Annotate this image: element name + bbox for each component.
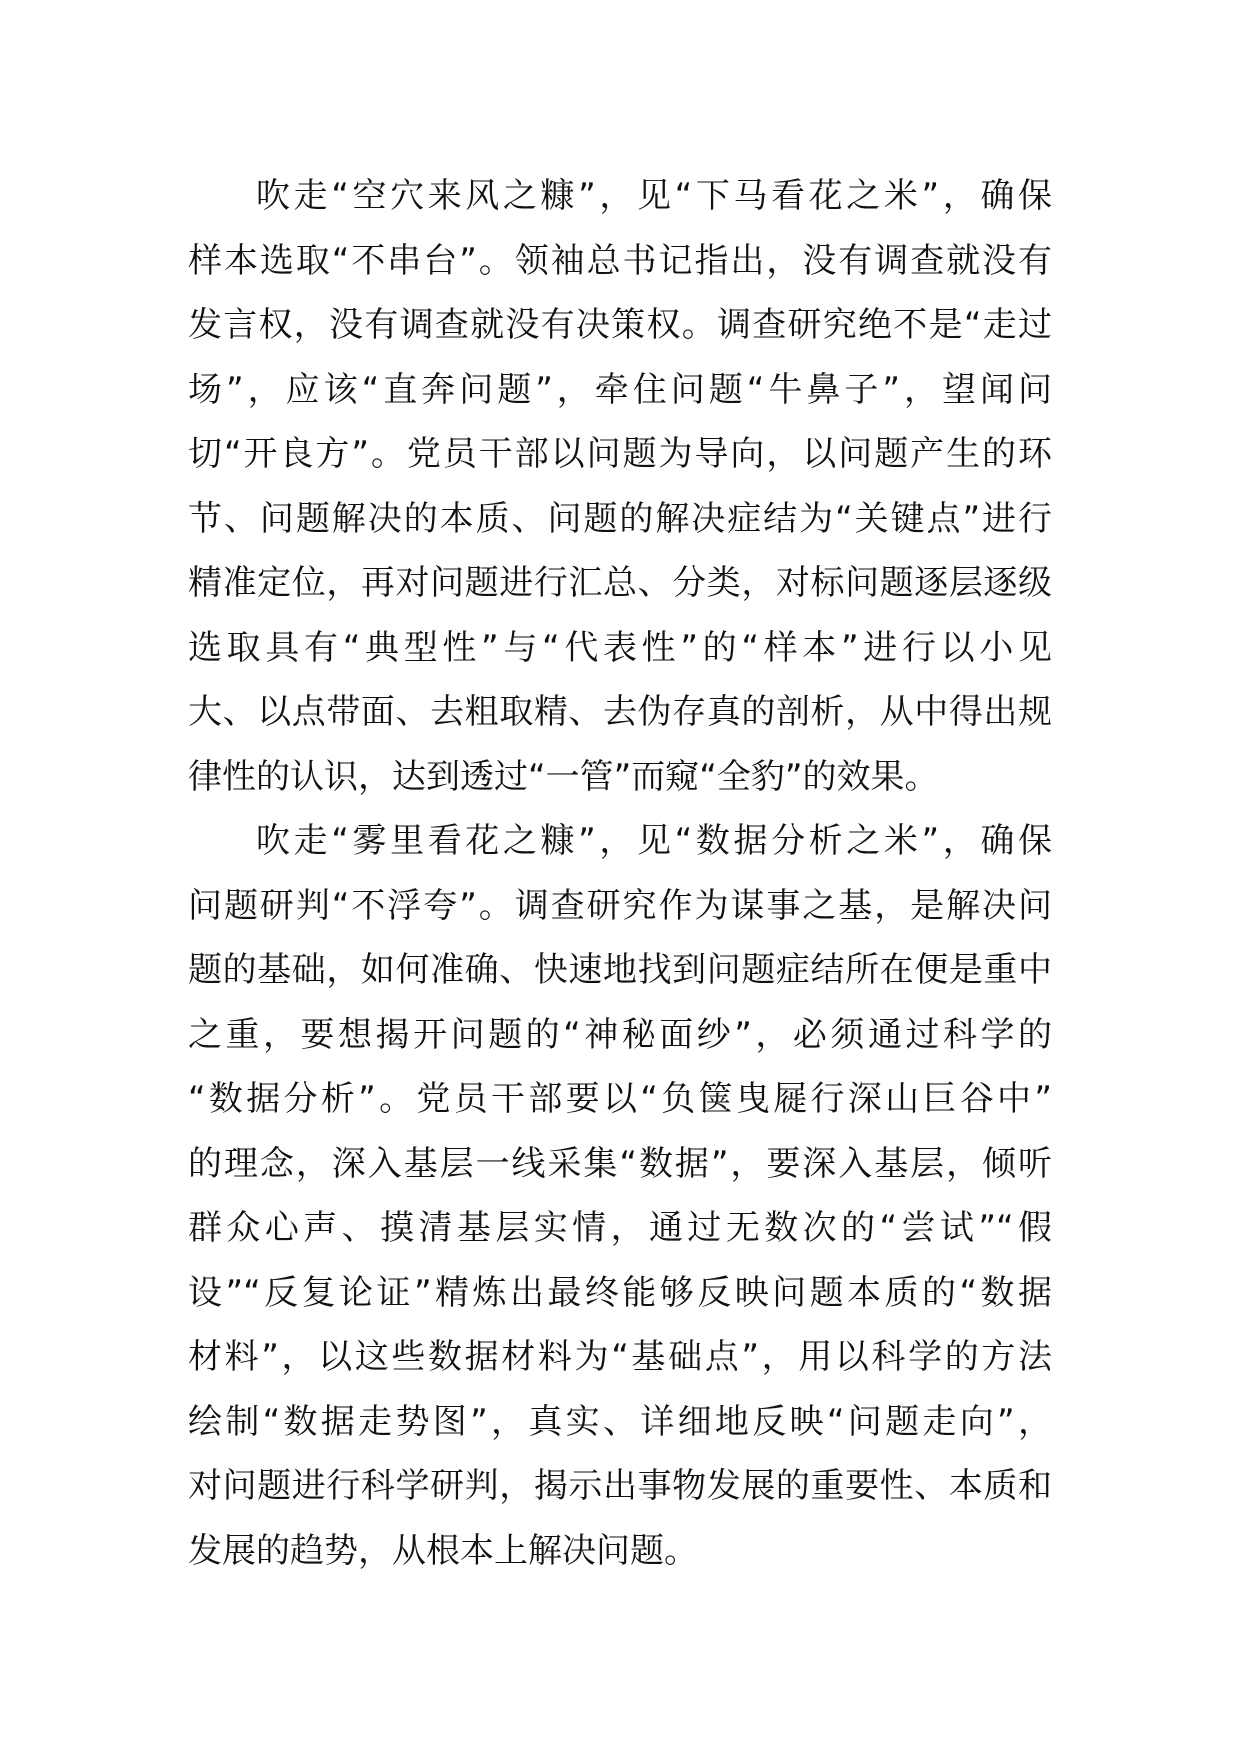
paragraph-2-line-9: 材料”，以这些数据材料为“基础点”，用以科学的方法 bbox=[188, 1337, 1052, 1377]
paragraph-2-line-7: 群众心声、摸清基层实情，通过无数次的“尝试”“假 bbox=[188, 1208, 1052, 1248]
paragraph-1-line-3: 发言权，没有调查就没有决策权。调查研究绝不是“走过 bbox=[188, 305, 1052, 345]
paragraph-1-line-2: 样本选取“不串台”。领袖总书记指出，没有调查就没有 bbox=[188, 240, 1052, 281]
paragraph-1 bbox=[188, 164, 1052, 809]
paragraph-1-line-10: 律性的认识，达到透过“一管”而窥“全豹”的效果。 bbox=[188, 756, 939, 797]
paragraph-2-line-11: 对问题进行科学研判，揭示出事物发展的重要性、本质和 bbox=[188, 1466, 1052, 1506]
paragraph-2-line-5: “数据分析”。党员干部要以“负箧曳屣行深山巨谷中” bbox=[188, 1079, 1052, 1119]
paragraph-1-line-7: 精准定位，再对问题进行汇总、分类，对标问题逐层逐级 bbox=[188, 563, 1052, 603]
paragraph-1-line-6: 节、问题解决的本质、问题的解决症结为“关键点”进行 bbox=[188, 498, 1052, 539]
paragraph-1-line-9: 大、以点带面、去粗取精、去伪存真的剖析，从中得出规 bbox=[188, 692, 1052, 732]
paragraph-2-line-8: 设”“反复论证”精炼出最终能够反映问题本质的“数据 bbox=[188, 1272, 1052, 1313]
paragraph-2-line-10: 绘制“数据走势图”，真实、详细地反映“问题走向”， bbox=[188, 1401, 1052, 1442]
paragraph-2-line-2: 问题研判“不浮夸”。调查研究作为谋事之基，是解决问 bbox=[188, 885, 1052, 926]
paragraph-2-line-12: 发展的趋势，从根本上解决问题。 bbox=[188, 1530, 698, 1571]
body-text bbox=[188, 164, 1052, 1583]
paragraph-2-line-1: 吹走“雾里看花之糠”，见“数据分析之米”，确保 bbox=[256, 821, 1052, 861]
paragraph-2-line-6: 的理念，深入基层一线采集“数据”，要深入基层，倾听 bbox=[188, 1143, 1052, 1184]
paragraph-1-line-5: 切“开良方”。党员干部以问题为导向，以问题产生的环 bbox=[188, 434, 1052, 474]
paragraph-1-line-1: 吹走“空穴来风之糠”，见“下马看花之米”，确保 bbox=[256, 176, 1052, 216]
paragraph-2 bbox=[188, 809, 1052, 1583]
paragraph-2-line-4: 之重，要想揭开问题的“神秘面纱”，必须通过科学的 bbox=[188, 1014, 1052, 1055]
paragraph-1-line-8: 选取具有“典型性”与“代表性”的“样本”进行以小见 bbox=[188, 627, 1052, 668]
paragraph-2-line-3: 题的基础，如何准确、快速地找到问题症结所在便是重中 bbox=[188, 950, 1052, 990]
paragraph-1-line-4: 场”，应该“直奔问题”，牵住问题“牛鼻子”，望闻问 bbox=[188, 369, 1052, 410]
